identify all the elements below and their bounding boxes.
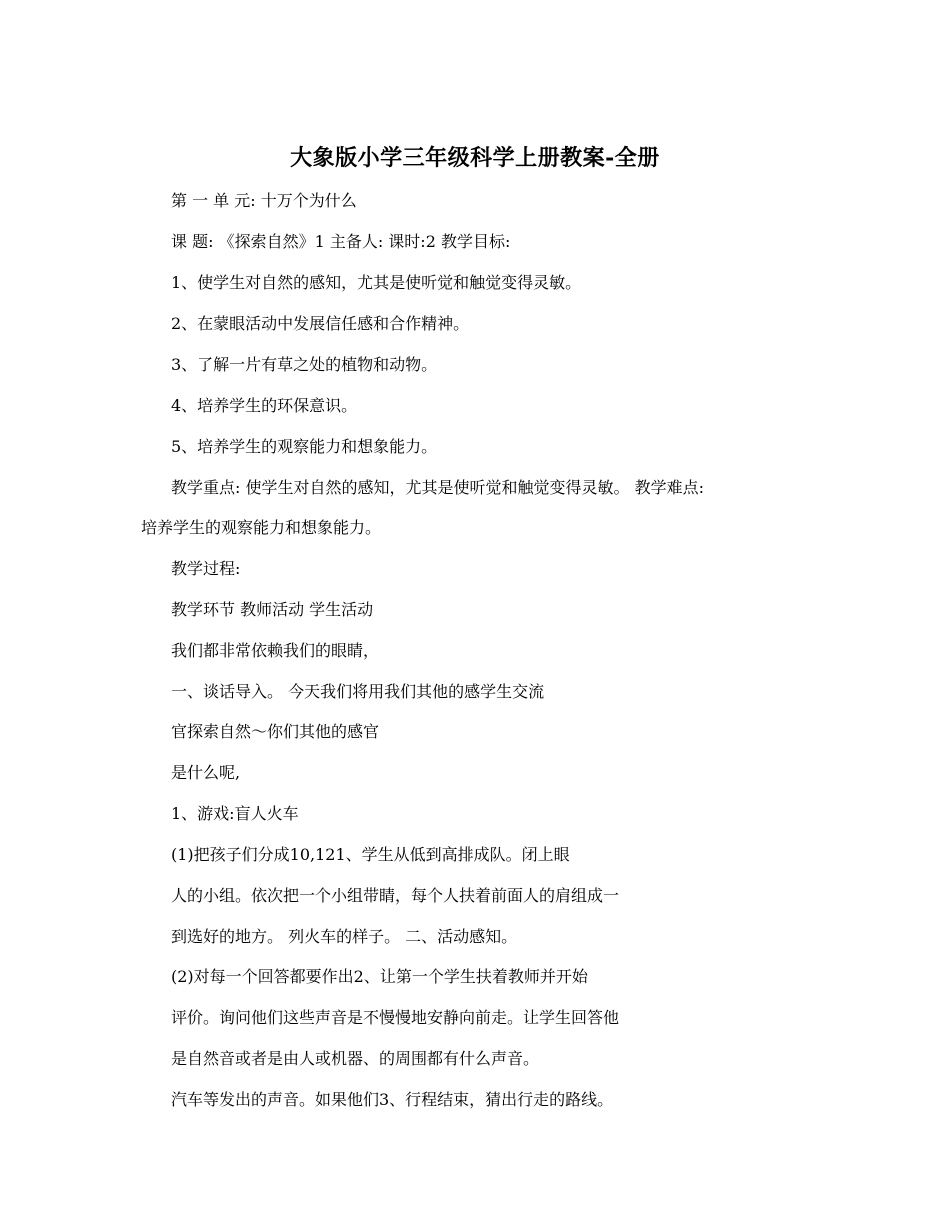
- table-header-line: 教学环节 教师活动 学生活动: [171, 600, 374, 619]
- body-line: 1、游戏:盲人火车: [171, 804, 299, 823]
- process-heading: 教学过程:: [171, 559, 241, 578]
- key-points: 教学重点: 使学生对自然的感知，尤其是使听觉和触觉变得灵敏。 教学难点:: [171, 478, 704, 497]
- body-line: 一、谈话导入。 今天我们将用我们其他的感学生交流: [171, 682, 545, 701]
- body-line: 是什么呢,: [171, 763, 241, 782]
- body-line: 汽车等发出的声音。如果他们3、行程结束，猜出行走的路线。: [171, 1090, 614, 1109]
- body-line: 是自然音或者是由人或机器、的周围都有什么声音。: [171, 1049, 540, 1068]
- lesson-info: 课 题: 《探索自然》1 主备人: 课时:2 教学目标:: [171, 232, 511, 251]
- body-line: 我们都非常依赖我们的眼睛，: [171, 641, 380, 660]
- document-title: 大象版小学三年级科学上册教案-全册: [290, 145, 660, 171]
- body-line: (2)对每一个回答都要作出2、让第一个学生扶着教师并开始: [171, 967, 588, 986]
- objective-1: 1、使学生对自然的感知，尤其是使听觉和触觉变得灵敏。: [171, 273, 582, 292]
- key-points-continued: 培养学生的观察能力和想象能力。: [141, 518, 382, 537]
- objective-3: 3、了解一片有草之处的植物和动物。: [171, 355, 438, 374]
- body-line: 到选好的地方。 列火车的样子。 二、活动感知。: [171, 927, 518, 946]
- objective-5: 5、培养学生的观察能力和想象能力。: [171, 437, 438, 456]
- unit-heading: 第 一 单 元: 十万个为什么: [171, 191, 357, 210]
- body-line: (1)把孩子们分成10,121、学生从低到高排成队。闭上眼: [171, 845, 570, 864]
- body-line: 官探索自然～你们其他的感官: [171, 722, 380, 741]
- objective-4: 4、培养学生的环保意识。: [171, 396, 358, 415]
- body-line: 人的小组。依次把一个小组带睛，每个人扶着前面人的肩组成一: [171, 886, 620, 905]
- body-line: 评价。询问他们这些声音是不慢慢地安静向前走。让学生回答他: [171, 1008, 620, 1027]
- objective-2: 2、在蒙眼活动中发展信任感和合作精神。: [171, 314, 470, 333]
